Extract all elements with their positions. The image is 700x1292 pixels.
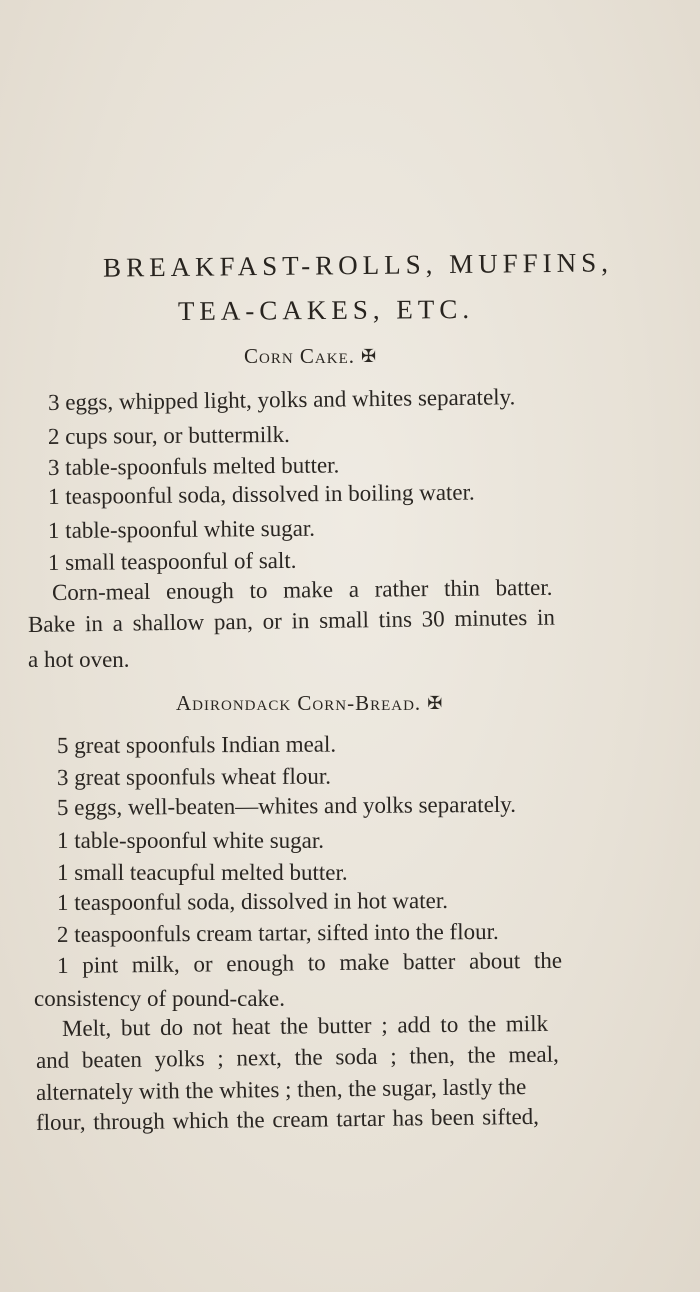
ingredient-line: 3 eggs, whipped light, yolks and whites separately. [47, 384, 516, 415]
recipe-title-text: Corn Cake. [244, 344, 356, 368]
recipe-title-corn-cake [244, 344, 377, 369]
instruction-line: and beaten yolks ; next, the soda ; then, the meal, [35, 1041, 559, 1073]
chapter-heading-line-1: BREAKFAST-ROLLS, MUFFINS, [102, 247, 614, 283]
instruction-line: Bake in a shallow pan, or in small tins 30 minutes in [27, 604, 556, 637]
instruction-line: Corn-meal enough to make a rather thin batter. [51, 574, 553, 605]
cross-icon: ✠ [427, 693, 444, 713]
ingredient-line: 1 small teaspoonful of salt. [47, 547, 297, 575]
recipe-title-text: Adirondack Corn-Bread. [176, 691, 422, 715]
recipe-title-adirondack-corn-bread [176, 691, 443, 716]
ingredient-line: 5 great spoonfuls Indian meal. [56, 731, 337, 758]
instruction-line: a hot oven. [28, 647, 130, 672]
ingredient-line: 1 teaspoonful soda, dissolved in boiling water. [47, 479, 475, 509]
ingredient-line: 5 eggs, well-beaten—whites and yolks separately. [56, 791, 517, 820]
ingredient-line: 2 teaspoonfuls cream tartar, sifted into the flour. [56, 918, 499, 947]
instruction-line: flour, through which the cream tartar has been sifted, [35, 1103, 540, 1135]
ingredient-line: 2 cups sour, or buttermilk. [47, 421, 290, 449]
ingredient-line: 1 table-spoonful white sugar. [47, 515, 316, 543]
ingredient-line: 1 small teacupful melted butter. [57, 860, 348, 885]
ingredient-line: 1 table-spoonful white sugar. [57, 828, 325, 853]
instruction-line: Melt, but do not heat the butter ; add to the milk [61, 1010, 549, 1041]
ingredient-line: consistency of pound-cake. [34, 986, 286, 1011]
ingredient-line: 1 teaspoonful soda, dissolved in hot water. [56, 887, 449, 915]
ingredient-line: 3 table-spoonfuls melted butter. [47, 452, 340, 480]
chapter-heading-line-2: TEA-CAKES, ETC. [177, 293, 475, 327]
ingredient-line: 3 great spoonfuls wheat flour. [56, 763, 332, 790]
cross-icon: ✠ [361, 346, 378, 366]
ingredient-line: 1 pint milk, or enough to make batter about the [56, 947, 563, 978]
instruction-line: alternately with the whites ; then, the sugar, lastly the [35, 1074, 527, 1105]
